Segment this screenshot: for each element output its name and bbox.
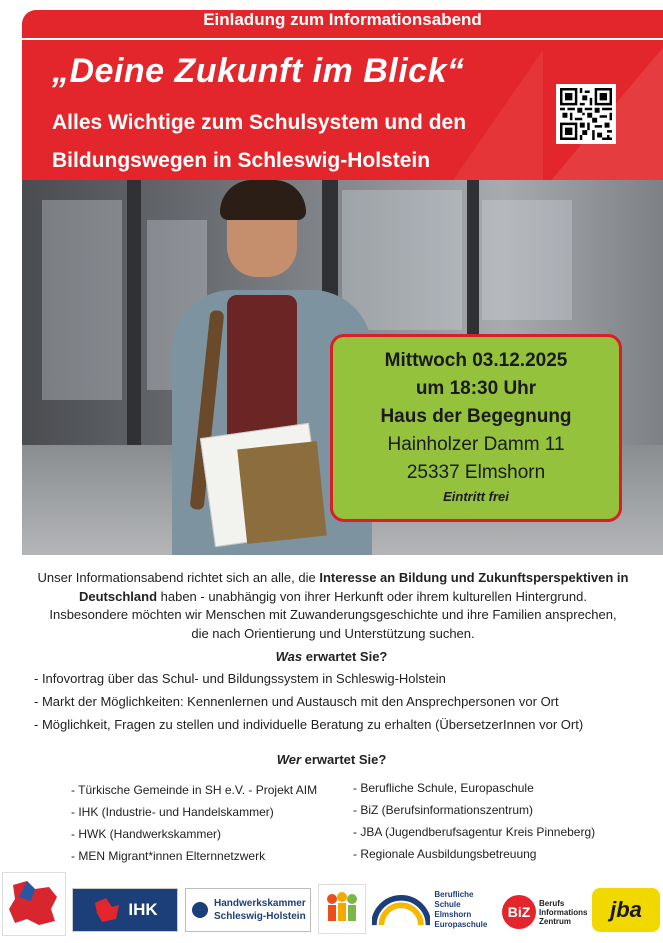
ihk-text: IHK (128, 900, 158, 919)
event-time: um 18:30 Uhr (415, 378, 537, 399)
what-list (34, 671, 663, 740)
event-details-box (330, 334, 622, 522)
biz-logo (502, 892, 588, 932)
intro-paragraph (28, 569, 638, 643)
divider (22, 38, 663, 40)
subtitle-line: Bildungswegen in Schleswig-Holstein (52, 149, 431, 172)
page-title: „Deine Zukunft im Blick“ (52, 52, 465, 90)
biz-text: Informations (539, 907, 588, 917)
qr-code-graphic (560, 88, 612, 140)
qr-code-icon[interactable] (556, 84, 616, 144)
list-item: - BiZ (Berufsinformationszentrum) (353, 803, 534, 817)
event-city: 25337 Elmshorn (406, 462, 546, 483)
list-item: - HWK (Handwerkskammer) (71, 827, 222, 841)
invitation-heading: Einladung zum Informationsabend (203, 10, 482, 29)
people-icon (322, 889, 362, 929)
intro-emphasis: Interesse an Bildung und Zukunftsperspektiven in Deutschland (79, 570, 629, 604)
men-logo (318, 884, 366, 934)
partner-logos (0, 870, 663, 940)
list-item: - Markt der Möglichkeiten: Kennenlernen und Austausch mit den Ansprechpersonen vor Ort (34, 694, 559, 709)
map-icon (5, 879, 63, 929)
jba-logo (592, 888, 660, 932)
ihk-logo (72, 888, 178, 932)
list-item: - MEN Migrant*innen Elternnetzwerk (71, 849, 266, 863)
intro-text: Insbesondere möchten wir Menschen mit Zuwanderungsgeschichte und ihre Familien ansprechen, (49, 607, 617, 622)
who-list-left (71, 783, 317, 871)
intro-text: die nach Orientierung und Unterstützung suchen. (191, 625, 475, 641)
list-item: - Regionale Ausbildungsbetreuung (353, 847, 537, 861)
event-venue: Haus der Begegnung (380, 406, 572, 427)
event-street: Hainholzer Damm 11 (387, 434, 565, 455)
heading-emphasis: Wer (276, 752, 302, 767)
bs-text: Berufliche Schule (434, 890, 474, 909)
who-list-right (353, 781, 595, 869)
arch-icon (372, 892, 430, 928)
heading-text: erwartet Sie? (301, 752, 387, 767)
biz-text: Berufs (539, 898, 565, 908)
biz-badge: BiZ (502, 895, 536, 929)
section-heading-who (0, 752, 663, 767)
hwk-text: Handwerkskammer (214, 898, 306, 909)
bs-text: Europaschule (434, 920, 488, 929)
list-item: - Infovortrag über das Schul- und Bildungssystem in Schleswig-Holstein (34, 671, 446, 686)
section-heading-what (0, 649, 663, 664)
hwk-text: Schleswig-Holstein (214, 911, 306, 922)
tgsh-logo (2, 872, 66, 936)
hwk-emblem-icon (192, 902, 208, 918)
list-item: - Möglichkeit, Fragen zu stellen und individuelle Beratung zu erhalten (ÜbersetzerInnen vor Ort) (34, 717, 584, 732)
event-date: Mittwoch 03.12.2025 (384, 350, 568, 371)
intro-text: haben - unabhängig von ihrer Herkunft oder ihrem kulturellen Hintergrund. (157, 588, 587, 604)
subtitle-line: Alles Wichtige zum Schulsystem und den (52, 111, 467, 134)
page-subtitle (52, 104, 522, 180)
ihk-emblem-icon (92, 895, 122, 925)
list-item: - JBA (Jugendberufsagentur Kreis Pinneberg) (353, 825, 596, 839)
heading-emphasis: Was (275, 649, 303, 664)
list-item: - Türkische Gemeinde in SH e.V. - Projekt AIM (71, 783, 318, 797)
list-item: - Berufliche Schule, Europaschule (353, 781, 534, 795)
intro-text: Unser Informationsabend richtet sich an alle, die (37, 570, 320, 585)
heading-text: erwartet Sie? (302, 649, 388, 664)
hwk-logo (185, 888, 311, 932)
berufliche-schule-logo (372, 886, 498, 934)
event-entry: Eintritt frei (443, 489, 509, 504)
list-item: - IHK (Industrie- und Handelskammer) (71, 805, 274, 819)
jba-text: jba (610, 897, 642, 922)
bs-text: Elmshorn (434, 910, 472, 919)
biz-text: Zentrum (539, 916, 571, 926)
